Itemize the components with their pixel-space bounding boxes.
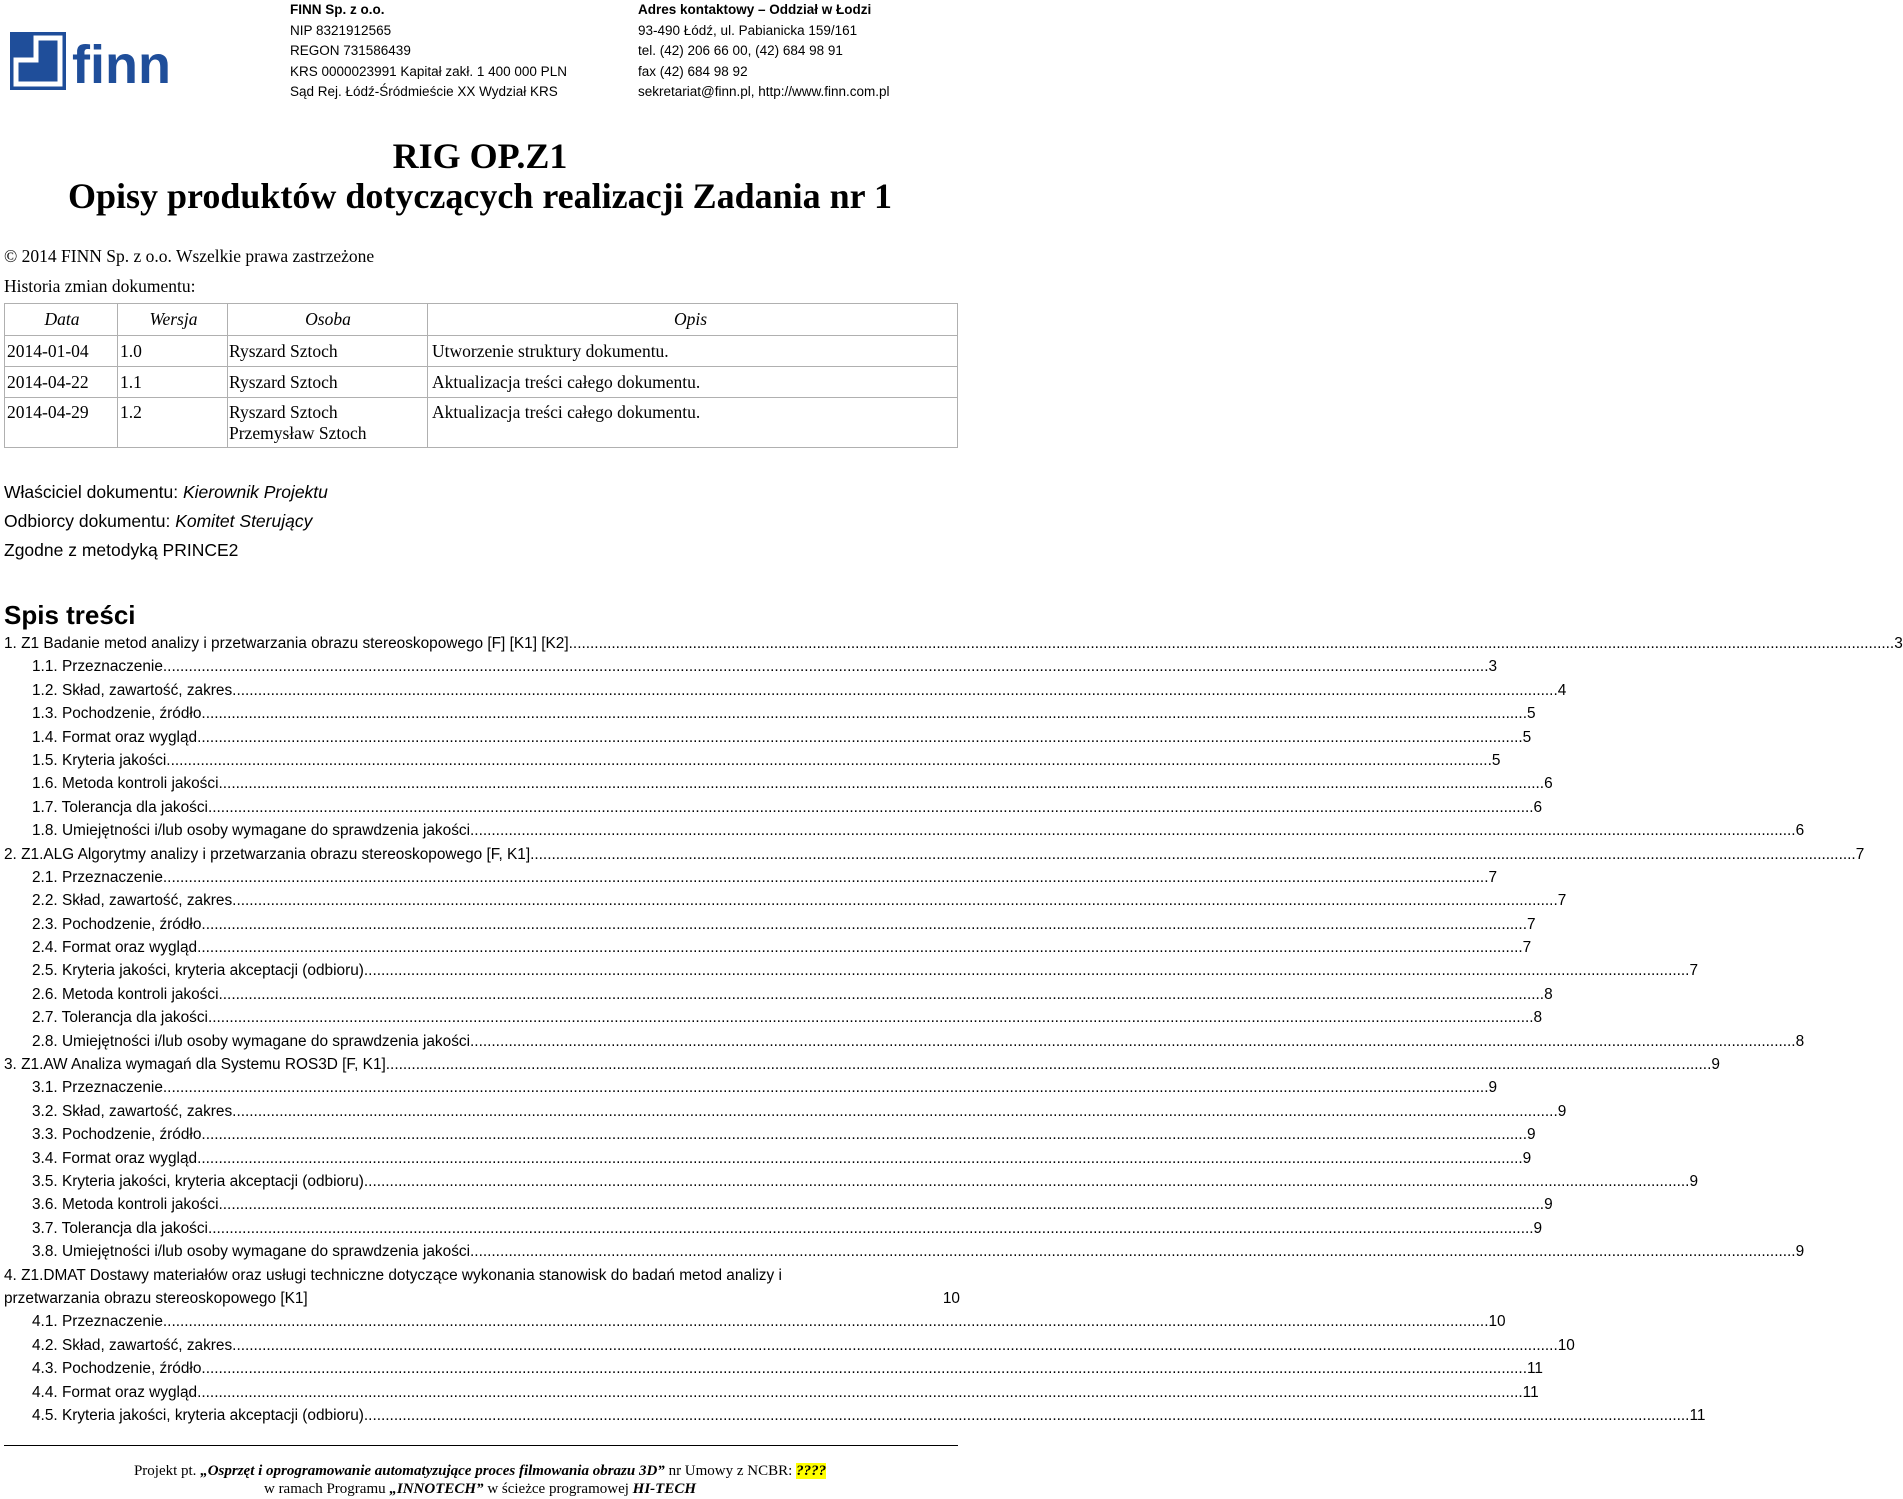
toc-entry[interactable] xyxy=(4,1357,1543,1380)
toc-page-number: 9 xyxy=(1522,1149,1532,1167)
toc-leader-dots xyxy=(219,1193,1545,1216)
toc-entry-text: 2.5. Kryteria jakości, kryteria akceptacji (odbioru) xyxy=(32,962,364,980)
history-version: 1.0 xyxy=(118,336,228,367)
toc-page-number: 7 xyxy=(1855,845,1865,863)
toc-page-number: 9 xyxy=(1527,1126,1536,1144)
toc-page-number: 6 xyxy=(1533,798,1543,816)
toc-entry[interactable] xyxy=(4,1334,1575,1357)
toc-entry[interactable] xyxy=(4,1170,1699,1193)
history-person-2: Przemysław Sztoch xyxy=(229,423,367,443)
owner-value: Kierownik Projektu xyxy=(182,482,328,502)
footer-project-prefix: Projekt pt. xyxy=(133,1463,201,1479)
toc-entry-text: 3.2. Skład, zawartość, zakres xyxy=(32,1102,233,1120)
footer-project-title: „Osprzęt i oprogramowanie automatyzujące proces filmowania obrazu 3D” xyxy=(200,1463,665,1479)
history-col-date: Data xyxy=(5,304,118,336)
toc-entry-text: 2.1. Przeznaczenie xyxy=(32,868,163,886)
toc-entry[interactable] xyxy=(4,1147,1532,1170)
toc-page-number: 9 xyxy=(1711,1056,1720,1074)
copyright-notice: © 2014 FINN Sp. z o.o. Wszelkie prawa zastrzeżone xyxy=(4,246,375,266)
toc-entry[interactable] xyxy=(4,889,1567,912)
history-col-person: Osoba xyxy=(228,304,428,336)
footer-divider xyxy=(4,1445,958,1446)
toc-entry[interactable] xyxy=(4,1217,1543,1240)
toc-entry[interactable] xyxy=(4,655,1498,678)
toc-entry[interactable] xyxy=(4,913,1536,936)
toc-entry-text: 3.1. Przeznaczenie xyxy=(32,1079,163,1097)
toc-entry[interactable] xyxy=(4,866,1498,889)
toc-entry[interactable] xyxy=(4,1264,960,1311)
toc-leader-dots xyxy=(163,866,1489,889)
toc-entry[interactable] xyxy=(4,959,1699,982)
toc-leader-dots xyxy=(232,679,1558,702)
toc-leader-dots xyxy=(201,1123,1527,1146)
toc-entry[interactable] xyxy=(4,632,1903,655)
toc-page-number: 10 xyxy=(1557,1336,1575,1354)
toc-leader-dots xyxy=(219,983,1545,1006)
toc-entry-text: 4. Z1.DMAT Dostawy materiałów oraz usługi techniczne dotyczące wykonania stanowisk do badań metod analizy i xyxy=(4,1266,782,1284)
toc-entry-text: 1.2. Skład, zawartość, zakres xyxy=(32,681,233,699)
contact-tel: tel. (42) 206 66 00, (42) 684 98 91 xyxy=(638,43,843,59)
toc-leader-dots xyxy=(197,936,1523,959)
toc-page-number: 8 xyxy=(1544,985,1553,1003)
toc-page-number: 5 xyxy=(1527,705,1536,723)
toc-leader-dots xyxy=(201,702,1527,725)
toc-entry-text: 2.3. Pochodzenie, źródło xyxy=(32,915,202,933)
company-regon: REGON 731586439 xyxy=(290,43,411,59)
history-row xyxy=(5,398,958,448)
company-court: Sąd Rej. Łódź-Śródmieście XX Wydział KRS xyxy=(290,84,558,100)
toc-entry[interactable] xyxy=(4,1123,1536,1146)
toc-entry-text: 1.3. Pochodzenie, źródło xyxy=(32,705,202,723)
toc-leader-dots xyxy=(208,1217,1534,1240)
footer-contract-number: ???? xyxy=(796,1463,827,1479)
toc-entry[interactable] xyxy=(4,843,1865,866)
toc-page-number: 10 xyxy=(942,1289,960,1307)
history-version: 1.1 xyxy=(118,367,228,398)
toc-entry-text: 1.1. Przeznaczenie xyxy=(32,658,163,676)
history-person: Ryszard Sztoch xyxy=(228,336,428,367)
toc-entry[interactable] xyxy=(4,936,1532,959)
toc-leader-dots xyxy=(163,1076,1489,1099)
history-version: 1.2 xyxy=(118,398,228,448)
history-person-cell xyxy=(228,398,428,448)
history-person: Ryszard Sztoch xyxy=(229,402,338,422)
toc-page-number: 3 xyxy=(1894,635,1903,652)
toc-page-number: 4 xyxy=(1557,681,1567,699)
toc-leader-dots xyxy=(386,1053,1712,1076)
history-person: Ryszard Sztoch xyxy=(228,367,428,398)
toc-page-number: 9 xyxy=(1557,1102,1567,1120)
toc-leader-dots xyxy=(232,1100,1558,1123)
toc-page-number: 11 xyxy=(1522,1383,1539,1401)
toc-entry-text: 2.6. Metoda kontroli jakości xyxy=(32,985,219,1003)
methodology-note: Zgodne z metodyką PRINCE2 xyxy=(4,540,239,560)
toc-entry[interactable] xyxy=(4,1404,1706,1427)
toc-entry-continuation xyxy=(4,1287,960,1310)
footer-path-label: w ścieżce programowej xyxy=(483,1481,633,1497)
toc-entry[interactable] xyxy=(4,796,1543,819)
toc-entry-text: 3.6. Metoda kontroli jakości xyxy=(32,1196,219,1214)
footer-program-prefix: w ramach Programu xyxy=(263,1481,390,1497)
toc-entry-text: 1.7. Tolerancja dla jakości xyxy=(32,798,208,816)
toc-entry-text: 1.4. Format oraz wygląd xyxy=(32,728,198,746)
toc-page-number: 9 xyxy=(1533,1219,1543,1237)
history-col-desc: Opis xyxy=(428,304,958,336)
history-date: 2014-04-29 xyxy=(5,398,118,448)
toc-leader-dots xyxy=(163,655,1489,678)
toc-leader-dots xyxy=(569,632,1895,655)
toc-leader-dots xyxy=(208,1006,1534,1029)
toc-leader-dots xyxy=(470,1240,1796,1263)
recipients-value: Komitet Sterujący xyxy=(175,511,313,531)
toc-entry-text: 4.5. Kryteria jakości, kryteria akceptacji (odbioru) xyxy=(32,1406,364,1424)
toc-page-number: 8 xyxy=(1533,1009,1543,1027)
toc-heading: Spis treści xyxy=(4,600,136,630)
footer-contract-label: nr Umowy z NCBR: xyxy=(664,1463,797,1479)
toc-leader-dots xyxy=(219,772,1545,795)
toc-page-number: 11 xyxy=(1527,1360,1543,1378)
toc-entry-text: 4.3. Pochodzenie, źródło xyxy=(32,1360,202,1378)
toc-entry[interactable] xyxy=(4,1381,1539,1404)
toc-entry-text: 3.7. Tolerancja dla jakości xyxy=(32,1219,208,1237)
toc-leader-dots xyxy=(364,1404,1690,1427)
toc-entry[interactable] xyxy=(4,1076,1498,1099)
toc-entry-text: 2. Z1.ALG Algorytmy analizy i przetwarzania obrazu stereoskopowego [F, K1] xyxy=(4,845,531,863)
contact-address: 93-490 Łódź, ul. Pabianicka 159/161 xyxy=(638,22,858,38)
contact-fax: fax (42) 684 98 92 xyxy=(638,63,748,79)
toc-entry[interactable] xyxy=(4,772,1553,795)
history-row xyxy=(5,336,958,367)
toc-page-number: 6 xyxy=(1544,775,1553,793)
history-label: Historia zmian dokumentu: xyxy=(4,276,196,296)
toc-entry[interactable] xyxy=(4,679,1567,702)
toc-entry[interactable] xyxy=(4,1240,1805,1263)
contact-title: Adres kontaktowy – Oddział w Łodzi xyxy=(638,2,872,17)
toc-entry-text: 4.2. Skład, zawartość, zakres xyxy=(32,1336,233,1354)
toc-page-number: 9 xyxy=(1795,1243,1805,1261)
history-desc: Utworzenie struktury dokumentu. xyxy=(428,336,958,367)
toc-page-number: 7 xyxy=(1557,892,1567,910)
toc-entry-text: 2.8. Umiejętności i/lub osoby wymagane do sprawdzenia jakości xyxy=(32,1032,471,1050)
toc-page-number: 7 xyxy=(1488,868,1498,886)
toc-entry-text-2: przetwarzania obrazu stereoskopowego [K1] xyxy=(4,1289,308,1307)
toc-page-number: 6 xyxy=(1795,822,1805,840)
toc-leader-dots xyxy=(530,843,1856,866)
toc-page-number: 5 xyxy=(1491,751,1501,769)
toc-leader-dots xyxy=(470,1030,1796,1053)
toc-entry[interactable] xyxy=(4,702,1536,725)
toc-leader-dots xyxy=(364,959,1690,982)
toc-entry-text: 1.6. Metoda kontroli jakości xyxy=(32,775,219,793)
toc-page-number: 7 xyxy=(1522,939,1532,957)
toc-page-number: 9 xyxy=(1544,1196,1553,1214)
finn-logo xyxy=(10,32,180,95)
history-desc: Aktualizacja treści całego dokumentu. xyxy=(428,398,958,448)
toc-entry-text: 3.5. Kryteria jakości, kryteria akceptacji (odbioru) xyxy=(32,1172,364,1190)
history-date: 2014-04-22 xyxy=(5,367,118,398)
toc-entry[interactable] xyxy=(4,1006,1543,1029)
toc-page-number: 8 xyxy=(1795,1032,1805,1050)
toc-page-number: 9 xyxy=(1488,1079,1498,1097)
toc-entry[interactable] xyxy=(4,1193,1553,1216)
table-of-contents xyxy=(4,632,1903,1427)
toc-entry[interactable] xyxy=(4,1310,1506,1333)
company-krs: KRS 0000023991 Kapitał zakł. 1 400 000 PLN xyxy=(290,63,567,79)
company-name: FINN Sp. z o.o. xyxy=(290,2,385,17)
toc-page-number: 10 xyxy=(1488,1313,1506,1331)
history-header-row xyxy=(5,304,958,336)
toc-leader-dots xyxy=(197,1381,1523,1404)
toc-entry[interactable] xyxy=(4,983,1553,1006)
document-code: RIG OP.Z1 xyxy=(392,136,568,176)
toc-leader-dots xyxy=(232,1334,1558,1357)
toc-entry-text: 3.8. Umiejętności i/lub osoby wymagane do sprawdzenia jakości xyxy=(32,1243,471,1261)
company-nip: NIP 8321912565 xyxy=(290,22,392,38)
footer-program-line xyxy=(0,1480,960,1499)
toc-leader-dots xyxy=(197,726,1523,749)
contact-email-web: sekretariat@finn.pl, http://www.finn.com.pl xyxy=(638,84,890,100)
history-desc: Aktualizacja treści całego dokumentu. xyxy=(428,367,958,398)
svg-text:finn: finn xyxy=(72,35,171,95)
history-date: 2014-01-04 xyxy=(5,336,118,367)
footer-program-name: „INNOTECH” xyxy=(389,1481,484,1497)
owner-label: Właściciel dokumentu: xyxy=(4,482,183,502)
toc-leader-dots xyxy=(163,1310,1489,1333)
document-owner xyxy=(4,481,328,503)
toc-entry-text: 3.3. Pochodzenie, źródło xyxy=(32,1126,202,1144)
toc-page-number: 7 xyxy=(1527,915,1536,933)
toc-page-number: 7 xyxy=(1689,962,1699,980)
toc-entry-text: 4.4. Format oraz wygląd xyxy=(32,1383,198,1401)
toc-leader-dots xyxy=(201,913,1527,936)
toc-entry-text: 1.8. Umiejętności i/lub osoby wymagane do sprawdzenia jakości xyxy=(32,822,471,840)
toc-page-number: 3 xyxy=(1488,658,1498,676)
toc-entry-text: 2.2. Skład, zawartość, zakres xyxy=(32,892,233,910)
toc-entry[interactable] xyxy=(4,1030,1805,1053)
footer-path-name: HI-TECH xyxy=(632,1481,697,1497)
toc-leader-dots xyxy=(364,1170,1690,1193)
toc-leader-dots xyxy=(197,1147,1523,1170)
toc-entry[interactable] xyxy=(4,726,1532,749)
toc-leader-dots xyxy=(208,796,1534,819)
toc-entry-text: 1. Z1 Badanie metod analizy i przetwarzania obrazu stereoskopowego [F] [K1] [K2] xyxy=(4,635,569,652)
toc-entry-text: 3. Z1.AW Analiza wymagań dla Systemu ROS3D [F, K1] xyxy=(4,1056,386,1074)
recipients-label: Odbiorcy dokumentu: xyxy=(4,511,176,531)
toc-entry[interactable] xyxy=(4,749,1501,772)
toc-page-number: 5 xyxy=(1522,728,1532,746)
toc-entry[interactable] xyxy=(4,1100,1567,1123)
toc-entry-text: 1.5. Kryteria jakości xyxy=(32,751,167,769)
toc-entry-text: 2.7. Tolerancja dla jakości xyxy=(32,1009,208,1027)
history-table xyxy=(4,303,958,448)
document-title: Opisy produktów dotyczących realizacji Zadania nr 1 xyxy=(67,176,893,216)
toc-entry[interactable] xyxy=(4,819,1805,842)
toc-entry[interactable] xyxy=(4,1053,1720,1076)
toc-leader-dots xyxy=(166,749,1492,772)
footer-project-line xyxy=(0,1462,960,1481)
toc-entry-text: 2.4. Format oraz wygląd xyxy=(32,939,198,957)
toc-entry-text: 4.1. Przeznaczenie xyxy=(32,1313,163,1331)
toc-page-number: 11 xyxy=(1689,1406,1706,1424)
toc-leader-dots xyxy=(470,819,1796,842)
history-col-version: Wersja xyxy=(118,304,228,336)
toc-leader-dots xyxy=(232,889,1558,912)
toc-entry-text: 3.4. Format oraz wygląd xyxy=(32,1149,198,1167)
company-info xyxy=(290,0,635,103)
toc-leader-dots xyxy=(201,1357,1527,1380)
document-recipients xyxy=(4,510,312,532)
toc-page-number: 9 xyxy=(1689,1172,1699,1190)
contact-info xyxy=(638,0,958,103)
history-row xyxy=(5,367,958,398)
